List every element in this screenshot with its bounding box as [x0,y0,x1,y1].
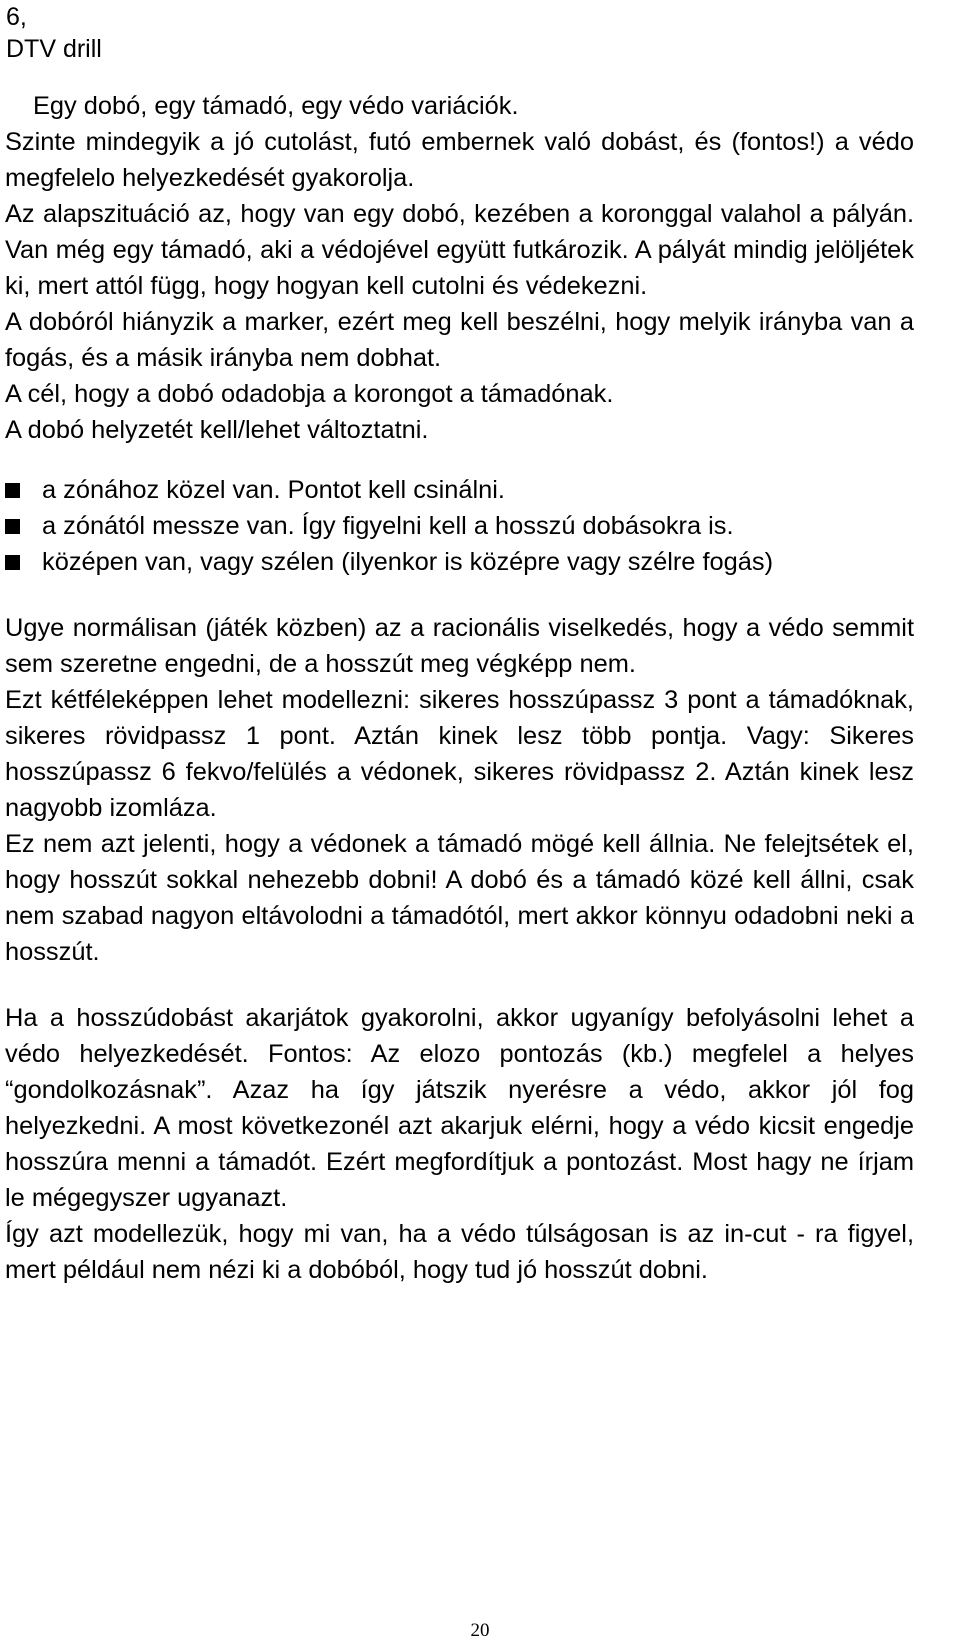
paragraph: A dobó helyzetét kell/lehet változtatni. [5,416,429,444]
square-bullet-icon [5,519,20,534]
page-number: 20 [470,1620,490,1641]
paragraph: Szinte mindegyik a jó cutolást, futó embernek való dobást, és (fontos!) a védo megfelelo helyezkedését gyakorolja. [5,128,914,192]
list-item [5,508,914,544]
spacer [5,970,914,1000]
paragraph: Ez nem azt jelenti, hogy a védonek a támadó mögé kell állnia. Ne felejtsétek el, hogy hosszút sokkal nehezebb dobni! A dobó és a támadó közé kell állni, csak nem szabad nagyon eltávolodni a támadótól, mert akkor könnyu odadobni neki a hosszút. [5,830,914,966]
paragraph: Így azt modellezük, hogy mi van, ha a védo túlságosan is az in-cut - ra figyel, mert például nem nézi ki a dobóból, hogy tud jó hosszút dobni. [5,1220,914,1284]
paragraph: Ugye normálisan (játék közben) az a racionális viselkedés, hogy a védo semmit sem szeretne engedni, de a hosszút meg végképp nem. [5,614,914,678]
list-item-text: a zónához közel van. Pontot kell csinálni. [42,476,505,504]
spacer [5,580,914,610]
list-item [5,544,914,580]
paragraph: Az alapszituáció az, hogy van egy dobó, kezében a koronggal valahol a pályán. Van még egy támadó, aki a védojével együtt futkározik. A pályát mindig jelöljétek ki, mert attól függ, hogy hogyan kell cutolni és védekezni. [5,200,914,300]
paragraph: Ha a hosszúdobást akarjátok gyakorolni, akkor ugyanígy befolyásolni lehet a védo helyezkedését. Fontos: Az elozo pontozás (kb.) megfelel a helyes “gondolkozásnak”. Azaz ha így játszik nyerésre a védo, akkor jól fog helyezkedni. A most következonél azt akarjuk elérni, hogy a védo kicsit engedje hosszúra menni a támadót. Ezért megfordítjuk a pontozást. Most hagy ne írjam le mégegyszer ugyanazt. [5,1004,914,1212]
section-number: 6, [6,3,27,31]
bullet-list [5,472,914,580]
section-title: DTV drill [6,35,102,63]
paragraph: Ezt kétféleképpen lehet modellezni: sikeres hosszúpassz 3 pont a támadóknak, sikeres rövidpassz 1 pont. Aztán kinek lesz több pontja. Vagy: Sikeres hosszúpassz 6 fekvo/felülés a védonek, sikeres rövidpassz 2. Aztán kinek lesz nagyobb izomláza. [5,686,914,822]
square-bullet-icon [5,483,20,498]
document-body [5,88,914,1288]
list-item-text: középen van, vagy szélen (ilyenkor is középre vagy szélre fogás) [42,548,774,576]
paragraph-intro: Egy dobó, egy támadó, egy védo variációk. [33,92,519,120]
list-item-text: a zónától messze van. Így figyelni kell a hosszú dobásokra is. [42,512,734,540]
paragraph: A cél, hogy a dobó odadobja a korongot a támadónak. [5,380,614,408]
list-item [5,472,914,508]
square-bullet-icon [5,555,20,570]
spacer [5,448,914,472]
paragraph: A dobóról hiányzik a marker, ezért meg kell beszélni, hogy melyik irányba van a fogás, és a másik irányba nem dobhat. [5,308,914,372]
